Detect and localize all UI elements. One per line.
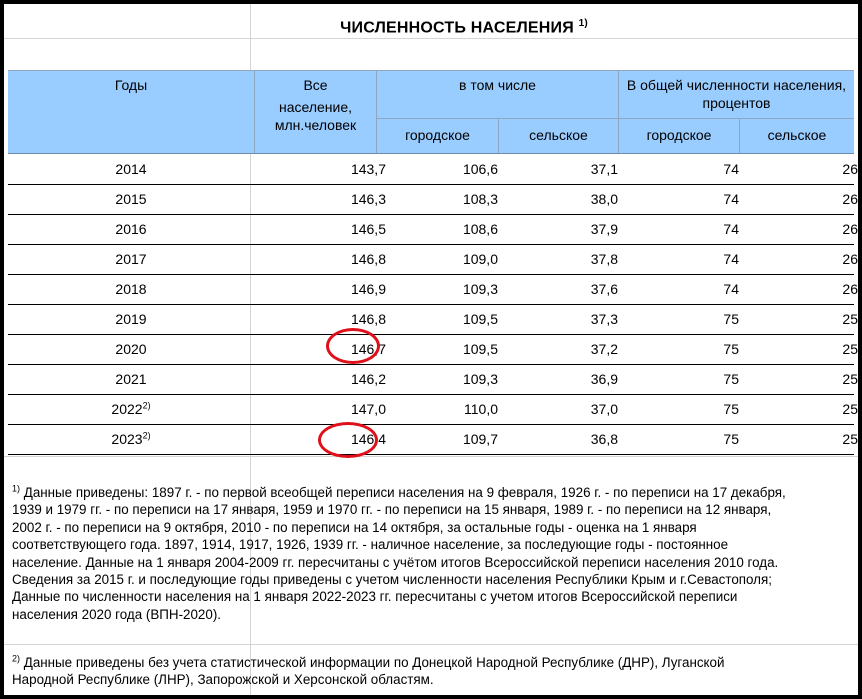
header-urban: городское [405,127,470,143]
pct-rural-cell: 26 [842,251,858,267]
header-share-line1: В общей численности населения, [626,77,847,93]
year-value: 2023 [111,431,143,447]
table-header [8,70,854,154]
urban-cell: 109,3 [462,281,498,297]
year-cell [8,424,254,454]
year-cell [8,244,254,274]
pct-urban-cell: 74 [723,281,739,297]
pct-urban-cell: 75 [723,341,739,357]
header-share [619,76,854,112]
footnote-line [12,654,858,671]
pct-rural-cell: 25 [842,401,858,417]
total-cell: 146,9 [350,281,386,297]
grid-line [4,644,858,645]
header-divider [377,118,854,119]
pct-rural-cell: 26 [842,221,858,237]
highlight-circle-2023 [318,422,378,458]
pct-urban-cell: 75 [723,401,739,417]
footnote-1 [12,484,858,623]
grid-line [4,456,858,457]
grid-line [4,38,858,39]
table-row [8,214,858,245]
header-share-urban: городское [646,127,712,143]
year-cell [8,274,254,304]
pct-urban-cell: 74 [723,191,739,207]
footnote-line: Народной Республике (ЛНР), Запорожской и Херсонской областям. [12,672,434,688]
rural-cell: 37,1 [590,161,618,177]
year-cell [8,184,254,214]
year-value: 2021 [115,371,147,387]
pct-rural-cell: 25 [842,431,858,447]
year-cell [8,214,254,244]
footnote-line: населения 2020 года (ВПН-2020). [12,606,221,622]
table-row [8,274,858,305]
total-cell: 146,2 [350,371,386,387]
rural-cell: 37,0 [590,401,618,417]
table-row [8,424,858,455]
rural-cell: 38,0 [590,191,618,207]
total-cell: 146,7 [350,341,386,357]
header-total-line3: млн.человек [274,117,357,133]
header-total [255,76,376,134]
year-value: 2017 [115,251,147,267]
year-value: 2015 [115,191,147,207]
year-value: 2020 [115,341,147,357]
footnote-line: Данные по численности населения на 1 января 2022-2023 гг. пересчитаны с учетом итогов Всероссийской переписи [12,589,738,605]
rural-cell: 37,3 [590,311,618,327]
header-rural: сельское [529,127,588,143]
urban-cell: 109,0 [462,251,498,267]
pct-rural-cell: 25 [842,341,858,357]
year-cell [8,394,254,424]
year-value: 2019 [115,311,147,327]
total-cell: 146,5 [350,221,386,237]
year-note-mark: 2) [142,430,151,441]
footnote-line: 1939 и 1979 гг. - по переписи на 17 января, 1959 и 1970 гг. - по переписи на 15 января, 1989 г. - по переписи на 12 января, [12,502,772,518]
rural-cell: 37,2 [590,341,618,357]
rural-cell: 37,8 [590,251,618,267]
footnote-line: Сведения за 2015 г. и последующие годы приведены с учетом численности населения Республики Крым и г.Севастополя; [12,572,772,588]
year-value: 2016 [115,221,147,237]
urban-cell: 109,3 [462,371,498,387]
pct-rural-cell: 26 [842,161,858,177]
rural-cell: 36,8 [590,431,618,447]
header-share-line2: процентов [702,95,771,111]
page-title [244,18,684,37]
total-cell: 146,8 [350,251,386,267]
rural-cell: 36,9 [590,371,618,387]
pct-urban-cell: 74 [723,221,739,237]
total-cell: 147,0 [350,401,386,417]
pct-rural-cell: 25 [842,371,858,387]
table-row [8,334,858,365]
footnote-2 [12,654,858,689]
title-note-mark: 1) [578,18,588,29]
header-total-line1: Все [303,77,328,93]
urban-cell: 108,6 [462,221,498,237]
table-row [8,154,858,185]
table-row [8,394,858,425]
header-total-line2: население, [278,99,353,115]
urban-cell: 109,5 [462,311,498,327]
header-year: Годы [114,77,148,93]
table-row [8,304,858,335]
footnote-line: 2002 г. - по переписи на 9 октября, 2010 - по переписи на 14 октября, за остальные годы - оценка на 1 января [12,519,697,535]
urban-cell: 109,7 [462,431,498,447]
total-cell: 143,7 [350,161,386,177]
year-cell [8,304,254,334]
footnote-mark: 1) [12,483,21,494]
urban-cell: 109,5 [462,341,498,357]
year-cell [8,334,254,364]
footnote-line [12,484,858,501]
pct-urban-cell: 75 [723,431,739,447]
rural-cell: 37,6 [590,281,618,297]
table-row [8,244,858,275]
pct-rural-cell: 26 [842,191,858,207]
year-value: 2014 [115,161,147,177]
year-note-mark: 2) [142,400,151,411]
header-including: в том числе [459,77,536,93]
pct-rural-cell: 25 [842,311,858,327]
year-cell [8,364,254,394]
rural-cell: 37,9 [590,221,618,237]
highlight-circle-2020 [326,328,380,364]
total-cell: 146,3 [350,191,386,207]
footnote-mark: 2) [12,653,21,664]
pct-urban-cell: 75 [723,311,739,327]
total-cell: 146,8 [350,311,386,327]
pct-urban-cell: 74 [723,251,739,267]
total-cell: 146,4 [350,431,386,447]
table-row [8,364,858,395]
footnote-text: Данные приведены без учета статистической информации по Донецкой Народной Республике (ДНР), Луганской [23,655,725,670]
table-row [8,184,858,215]
title-text: ЧИСЛЕННОСТЬ НАСЕЛЕНИЯ [340,19,574,37]
footnote-line: соответствующего года. 1897, 1914, 1917, 1926, 1939 гг. - наличное население, за последующие годы - постоянное [12,537,729,553]
pct-rural-cell: 26 [842,281,858,297]
year-value: 2018 [115,281,147,297]
year-cell [8,154,254,184]
urban-cell: 108,3 [462,191,498,207]
header-share-rural: сельское [767,127,827,143]
urban-cell: 106,6 [462,161,498,177]
pct-urban-cell: 74 [723,161,739,177]
year-value: 2022 [111,401,143,417]
footnote-text: Данные приведены: 1897 г. - по первой всеобщей переписи населения на 9 февраля, 1926 г. - по переписи на 17 декабря, [23,485,786,500]
urban-cell: 110,0 [464,401,498,417]
footnote-line: население. Данные на 1 января 2004-2009 гг. пересчитаны с учётом итогов Всероссийской переписи населения 2010 года. [12,554,779,570]
pct-urban-cell: 75 [723,371,739,387]
